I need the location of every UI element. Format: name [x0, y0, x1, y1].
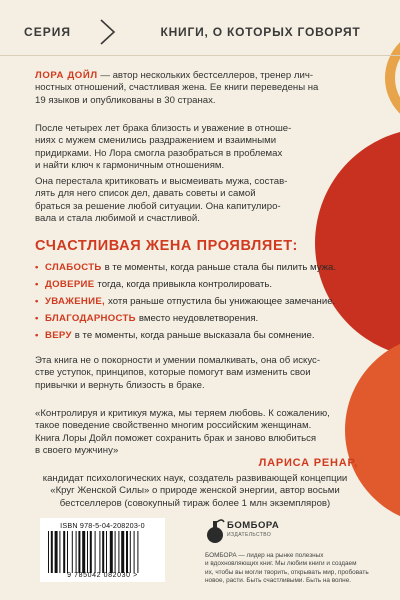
reviewer-description: кандидат психологических наук, создатель развивающей концепции «Круг Женской Силы» о природе женской энергии, автор восьми бестселлеров (совокупный тираж более 1 млн экземпляров): [42, 473, 348, 509]
reviewer-name: ЛАРИСА РЕНАР,: [258, 457, 358, 469]
barcode: [40, 518, 165, 582]
bullet-icon: •: [35, 279, 39, 291]
paragraph-summary: Эта книга не о покорности и умении помалкивать, она об искус- стве уступок, принципов, которые помогут вам изменить свои привычки и вернуть близость в браке.: [35, 355, 321, 391]
series-banner: [0, 18, 400, 46]
list-item: • УВАЖЕНИЕ, хотя раньше отпустила бы унижающее замечание.: [35, 296, 336, 308]
barcode-bars: [46, 531, 159, 573]
publisher-logo: БОМБОРА ИЗДАТЕЛЬСТВО: [205, 518, 285, 548]
review-quote: «Контролируя и критикуя мужа, мы теряем любовь. К сожалению, такое поведение свойственно многим российским женщинам. Книга Лоры Дойл поможет сохранить брак и заново влюбиться в своего мужчину»: [35, 408, 330, 457]
series-label: СЕРИЯ: [24, 25, 71, 39]
author-intro: ЛОРА ДОЙЛ — автор нескольких бестселлеров, тренер лич- ностных отношений, счастливая жена. Ее книги переведены на 19 языков и опубликованы в 30 странах.: [35, 70, 319, 106]
bullet-icon: •: [35, 296, 39, 308]
bullet-icon: •: [35, 262, 39, 273]
paragraph-marriage: После четырех лет брака близость и уважение в отноше- ниях с мужем сменились раздражением и взаимными придирками. Но Лора смогла разобраться в проблемах и найти ключ к гармоничным отношениям.: [35, 123, 292, 172]
list-item: • СЛАБОСТЬ в те моменты, когда раньше стала бы пилить мужа.: [35, 262, 337, 273]
list-item: • ДОВЕРИЕ тогда, когда привыкла контролировать.: [35, 279, 273, 291]
list-item: • БЛАГОДАРНОСТЬ вместо неудовлетворения.: [35, 313, 259, 325]
qualities-list: [35, 262, 360, 347]
bombora-logo-icon: [205, 518, 225, 544]
chevron-right-icon: [95, 18, 121, 46]
series-name: КНИГИ, О КОТОРЫХ ГОВОРЯТ: [160, 25, 361, 39]
bullet-icon: •: [35, 313, 39, 325]
header-divider: [0, 55, 400, 56]
section-heading: СЧАСТЛИВАЯ ЖЕНА ПРОЯВЛЯЕТ:: [35, 238, 298, 254]
barcode-number: 9 785042 082030 >: [67, 572, 138, 579]
isbn-number: ISBN 978-5-04-208203-0: [60, 521, 145, 530]
list-item: • ВЕРУ в те моменты, когда раньше высказала бы сомнение.: [35, 330, 315, 342]
paragraph-change: Она перестала критиковать и высмеивать мужа, состав- лять для него список дел, давать советы и самой браться за решение любой ситуации. Она капитулиро- вала и стала любимой и счастливой.: [35, 176, 288, 225]
bullet-icon: •: [35, 330, 39, 342]
author-name: ЛОРА ДОЙЛ: [35, 70, 98, 81]
publisher-description: БОМБОРА — лидер на рынке полезных и вдохновляющих книг. Мы любим книги и создаем их, чтобы вы могли творить, открывать мир, пробовать новое, расти. Быть счастливыми. Быть на волне.: [205, 552, 369, 584]
